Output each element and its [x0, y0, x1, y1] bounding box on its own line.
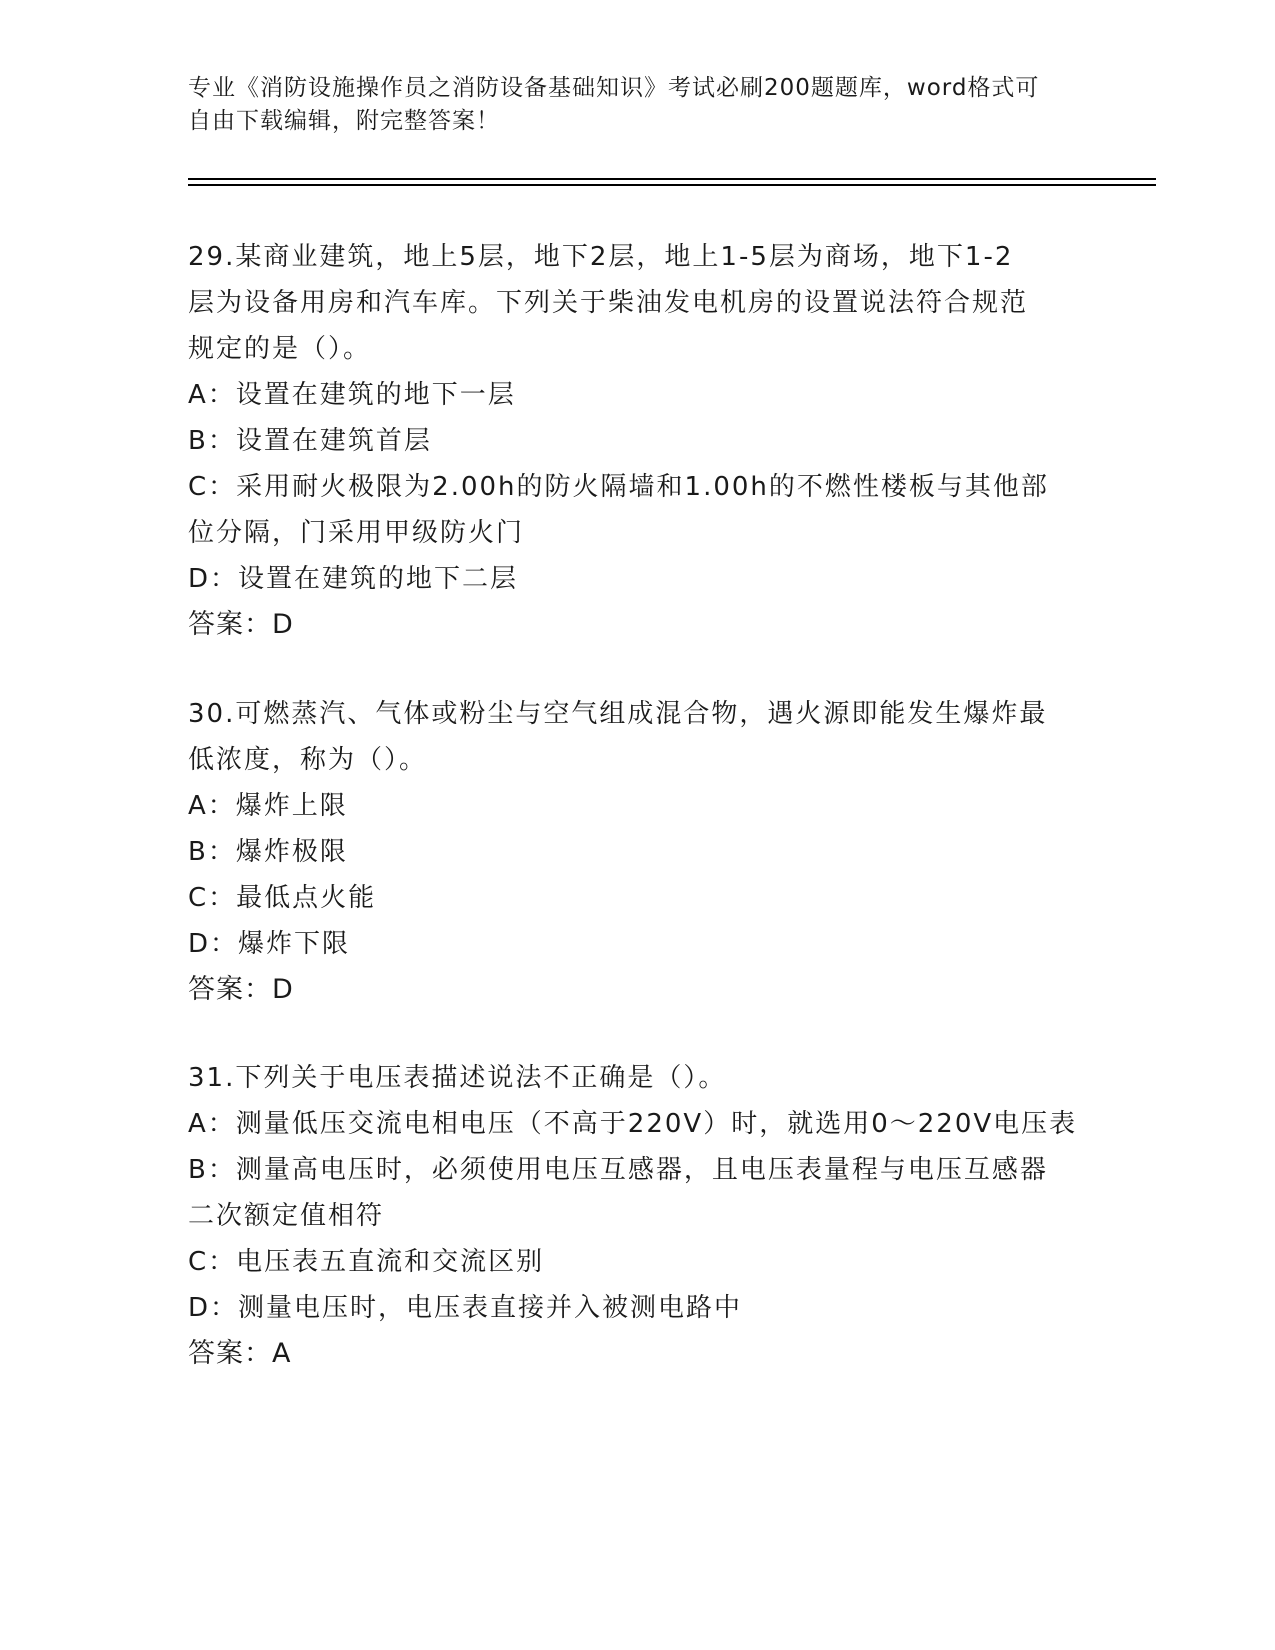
question-stem-line: 低浓度，称为（）。 — [188, 745, 428, 775]
question-stem-line: 29.某商业建筑，地上5层，地下2层，地上1-5层为商场，地下1-2 — [188, 242, 1014, 272]
option-a: A：爆炸上限 — [188, 791, 348, 821]
question-31 — [188, 1055, 1088, 1377]
option-a: A：设置在建筑的地下一层 — [188, 380, 516, 410]
question-29 — [188, 234, 1088, 648]
header-title-line-1: 专业《消防设施操作员之消防设备基础知识》考试必刷200题题库，word格式可 — [188, 75, 1040, 101]
option-d: D：设置在建筑的地下二层 — [188, 564, 519, 594]
answer-label: 答案：D — [188, 609, 294, 640]
option-b-continued: 二次额定值相符 — [188, 1201, 385, 1231]
header-divider-top — [188, 178, 1156, 180]
option-c-continued: 位分隔，门采用甲级防火门 — [188, 518, 525, 548]
question-stem-line: 层为设备用房和汽车库。下列关于柴油发电机房的设置说法符合规范 — [188, 288, 1029, 318]
option-c: C：采用耐火极限为2.00h的防火隔墙和1.00h的不燃性楼板与其他部 — [188, 472, 1049, 502]
option-c: C：电压表五直流和交流区别 — [188, 1247, 545, 1277]
answer-label: 答案：D — [188, 974, 294, 1005]
option-c: C：最低点火能 — [188, 883, 377, 913]
question-30 — [188, 691, 1088, 1013]
question-stem-line: 规定的是（）。 — [188, 334, 372, 364]
question-stem-line: 30.可燃蒸汽、气体或粉尘与空气组成混合物，遇火源即能发生爆炸最 — [188, 699, 1048, 729]
header-divider-bottom — [188, 184, 1156, 186]
header-title-line-2: 自由下载编辑，附完整答案！ — [188, 108, 500, 134]
option-b: B：爆炸极限 — [188, 837, 348, 867]
answer-label: 答案：A — [188, 1338, 292, 1369]
option-d: D：爆炸下限 — [188, 929, 351, 959]
document-header — [188, 72, 1088, 138]
option-b: B：测量高电压时，必须使用电压互感器，且电压表量程与电压互感器 — [188, 1155, 1048, 1185]
option-b: B：设置在建筑首层 — [188, 426, 432, 456]
question-stem-line: 31.下列关于电压表描述说法不正确是（）。 — [188, 1063, 727, 1093]
option-d: D：测量电压时，电压表直接并入被测电路中 — [188, 1293, 743, 1323]
option-a: A：测量低压交流电相电压（不高于220V）时，就选用0～220V电压表 — [188, 1109, 1078, 1139]
